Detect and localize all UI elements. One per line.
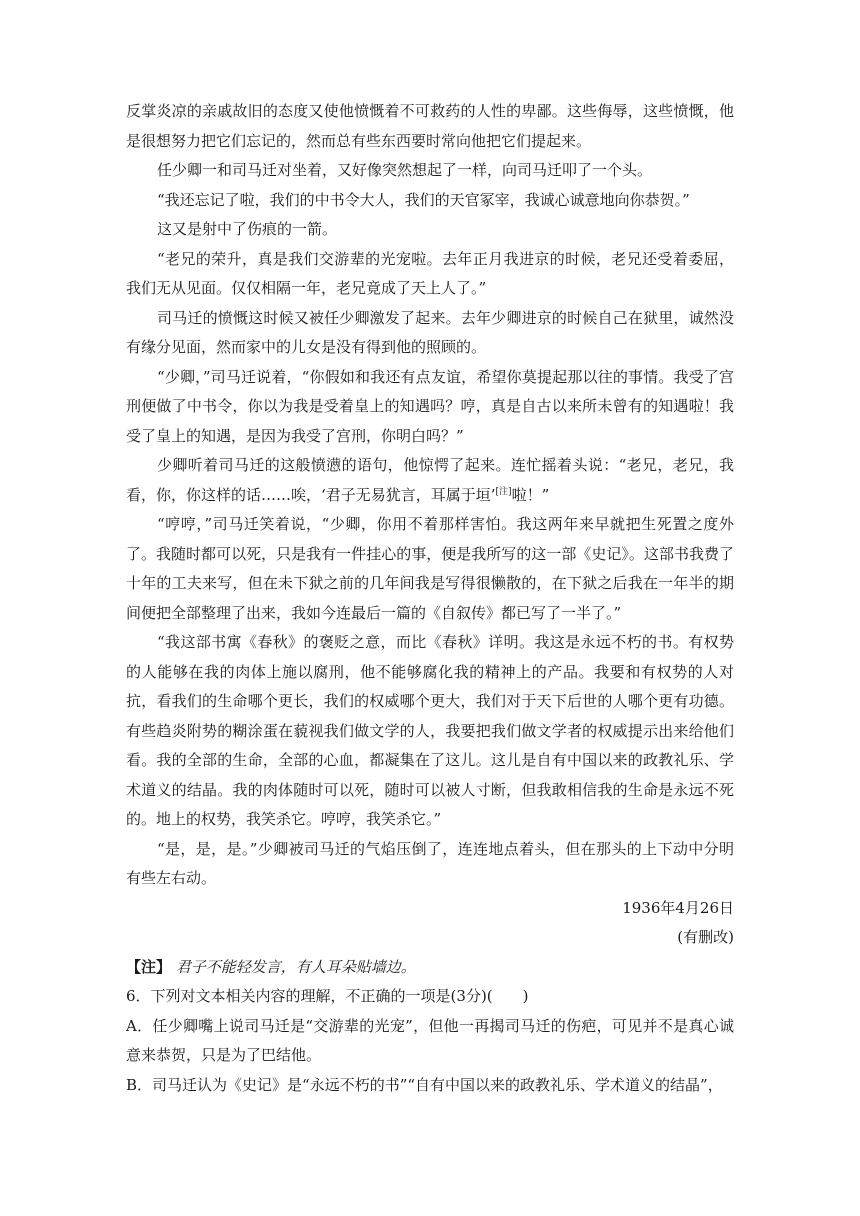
paragraph-8-text-a: 少卿听着司马迁的这般愤懑的语句，他惊愕了起来。连忙摇着头说：“老兄，老兄，我看，你，你这样的话……唉，‘君子无易犹言，耳属于垣’ [126,456,734,504]
question-stem: 6．下列对文本相关内容的理解，不正确的一项是(3分)( ) [126,987,529,1005]
paragraph-11: “是，是，是。”少卿被司马迁的气焰压倒了，连连地点着头，但在那头的上下动中分明有些左右动。 [126,839,734,887]
question-option-b[interactable]: B．司马迁认为《史记》是“永远不朽的书”“自有中国以来的政教礼乐、学术道义的结晶”， [126,1075,723,1094]
story-date: 1936年4月26日 [622,898,734,917]
paragraph-3: “我还忘记了啦，我们的中书令大人，我们的天官冢宰，我诚心诚意地向你恭贺。” [157,190,690,209]
text-column [126,97,734,1100]
paragraph-8 [126,451,734,510]
footnote-label: 【注】 [126,957,172,976]
question-option-a[interactable]: A．任少卿嘴上说司马迁是“交游辈的光宠”，但他一再揭司马迁的伤疤，可见并不是真心诚意来恭贺，只是为了巴结他。 [126,1016,734,1064]
paragraph-6: 司马迁的愤慨这时候又被任少卿激发了起来。去年少卿进京的时候自己在狱里，诚然没有缘分见面，然而家中的儿女是没有得到他的照顾的。 [126,308,734,356]
paragraph-2: 任少卿一和司马迁对坐着，又好像突然想起了一样，向司马迁叩了一个头。 [157,161,653,179]
source-note: (有删改) [677,928,734,946]
paragraph-7: “少卿，”司马迁说着，“你假如和我还有点友谊，希望你莫提起那以往的事情。我受了宫刑便做了中书令，你以为我是受着皇上的知遇吗？哼，真是自古以来所未曾有的知遇啦！我受了皇上的知遇，是因为我受了宫刑，你明白吗？” [126,367,734,445]
paragraph-9: “哼哼，”司马迁笑着说，“少卿，你用不着那样害怕。我这两年来早就把生死置之度外了。我随时都可以死，只是我有一件挂心的事，便是我所写的这一部《史记》。这部书我费了十年的工夫来写，但在未下狱之前的几年间我是写得很懒散的，在下狱之后我在一年半的期间便把全部整理了出来，我如今连最后一篇的《自叙传》都已写了一半了。” [126,515,734,622]
paragraph-1: 反掌炎凉的亲戚故旧的态度又使他愤慨着不可救药的人性的卑鄙。这些侮辱，这些愤慨，他是很想努力把它们忘记的，然而总有些东西要时常向他把它们提起来。 [126,102,734,150]
paragraph-5: “老兄的荣升，真是我们交游辈的光宠啦。去年正月我进京的时候，老兄还受着委屈，我们无从见面。仅仅相隔一年，老兄竟成了天上人了。” [126,249,734,297]
paragraph-10: “我这部书寓《春秋》的褒贬之意，而比《春秋》详明。我这是永远不朽的书。有权势的人能够在我的肉体上施以腐刑，他不能够腐化我的精神上的产品。我要和有权势的人对抗，看我们的生命哪个更长，我们的权威哪个更大，我们对于天下后世的人哪个更有功德。有些趋炎附势的糊涂蛋在藐视我们做文学的人，我要把我们做文学者的权威提示出来给他们看。我的全部的生命，全部的心血，都凝集在了这儿。这儿是自有中国以来的政教礼乐、学术道义的结晶。我的肉体随时可以死，随时可以被人寸断，但我敢相信我的生命是永远不死的。地上的权势，我笑杀它。哼哼，我笑杀它。” [126,633,734,828]
note-reference-mark[interactable]: [注] [495,486,512,497]
footnote-text: 君子不能轻发言，有人耳朵贴墙边。 [175,957,416,976]
paragraph-4: 这又是射中了伤痕的一箭。 [157,220,338,238]
footnote [126,953,734,983]
paragraph-8-text-b: 啦！” [511,485,550,504]
